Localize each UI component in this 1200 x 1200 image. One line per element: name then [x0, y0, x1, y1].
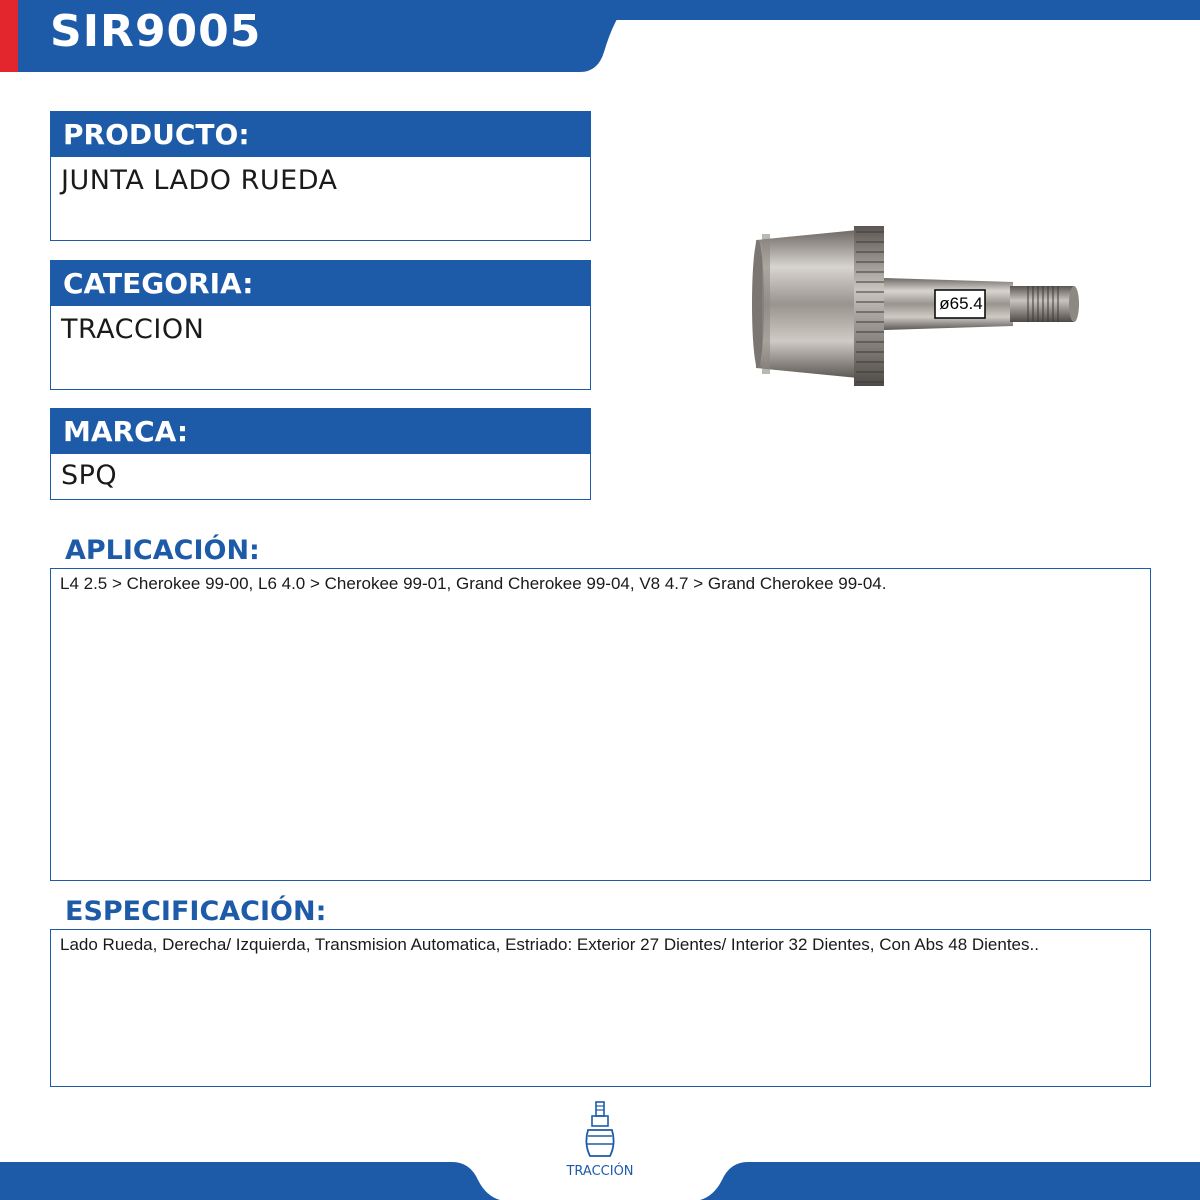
- specification-box: [50, 929, 1151, 1087]
- footer-category-label: TRACCIÓN: [566, 1164, 634, 1179]
- field-label: PRODUCTO:: [50, 111, 591, 157]
- application-box: [50, 568, 1151, 881]
- cv-joint-image: [748, 222, 1088, 387]
- application-title: APLICACIÓN:: [65, 535, 260, 566]
- application-text: L4 2.5 > Cherokee 99-00, L6 4.0 > Cherokee 99-01, Grand Cherokee 99-04, V8 4.7 > Grand Cherokee 99-04.: [60, 574, 887, 593]
- specification-title: ESPECIFICACIÓN:: [65, 896, 327, 927]
- field-value: TRACCION: [50, 306, 591, 390]
- field-marca: [50, 408, 591, 500]
- field-value: JUNTA LADO RUEDA: [50, 157, 591, 241]
- product-sku: SIR9005: [50, 6, 262, 57]
- field-producto: [50, 111, 591, 241]
- field-label: CATEGORIA:: [50, 260, 591, 306]
- field-value: SPQ: [50, 454, 591, 500]
- specification-text: Lado Rueda, Derecha/ Izquierda, Transmision Automatica, Estriado: Exterior 27 Dientes/ Interior 32 Dientes, Con Abs 48 Dientes..: [60, 935, 1039, 954]
- field-categoria: [50, 260, 591, 390]
- field-label: MARCA:: [50, 408, 591, 454]
- diameter-label: ø65.4: [939, 294, 983, 313]
- cv-joint-icon: [580, 1100, 620, 1162]
